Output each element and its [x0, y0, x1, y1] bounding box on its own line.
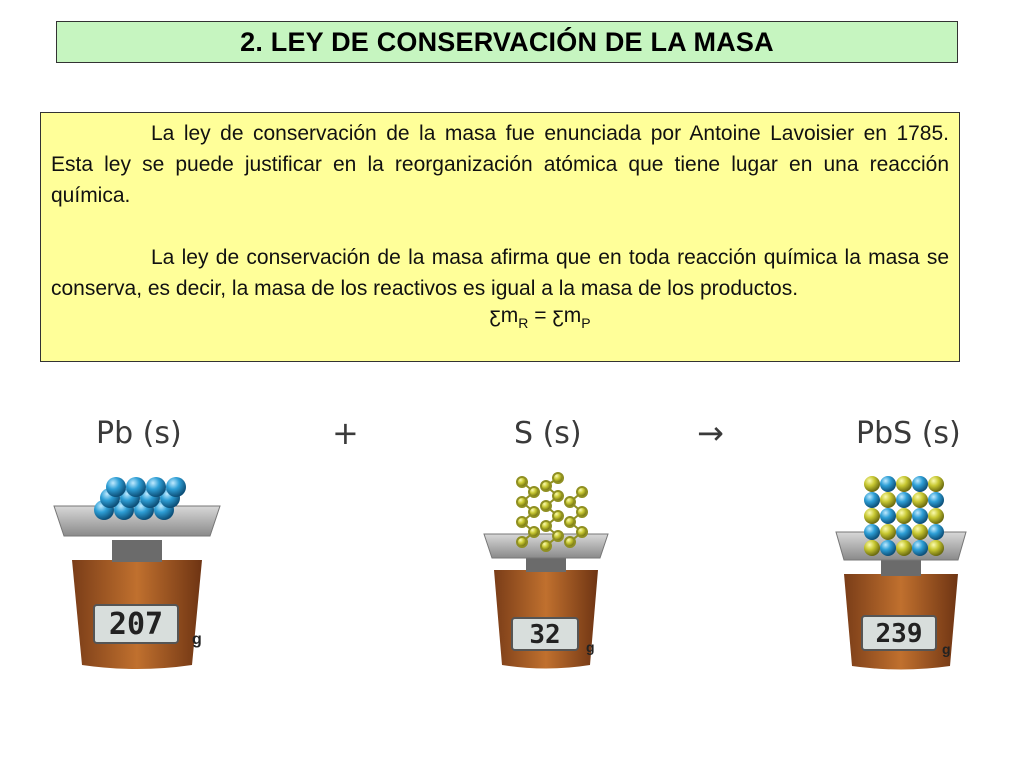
scale-s [482, 470, 610, 670]
reading-pb: 207 [108, 607, 164, 642]
scale-pb [52, 470, 222, 670]
scale-stem [112, 540, 162, 562]
reading-s: 32 [529, 620, 561, 650]
formula-rhs: ƹm [552, 304, 582, 327]
formula-lhs-sub: R [518, 315, 529, 331]
reaction-arrow: → [697, 414, 724, 452]
mass-formula [91, 304, 989, 335]
pbs-lattice [864, 476, 944, 556]
title-box [56, 21, 958, 63]
formula-rhs-sub: P [581, 315, 591, 331]
paragraph-2: La ley de conservación de la masa afirma que en toda reacción química la masa se conserva, es decir, la masa de los reactivos es igual a la masa de los productos. [51, 246, 949, 300]
label-s: S (s) [514, 416, 582, 451]
scale-stem [881, 558, 921, 576]
text-box [40, 112, 960, 362]
page-title: 2. LEY DE CONSERVACIÓN DE LA MASA [240, 26, 774, 57]
unit-s: g [586, 639, 595, 655]
lead-atoms [94, 477, 186, 520]
label-pb: Pb (s) [96, 416, 182, 451]
scale-pbs [834, 470, 968, 670]
formula-equals: = [528, 304, 553, 327]
label-pbs: PbS (s) [856, 416, 961, 451]
formula-lhs: ƹm [489, 304, 519, 327]
unit-pb: g [192, 631, 202, 648]
paragraph-1: La ley de conservación de la masa fue enunciada por Antoine Lavoisier en 1785. Esta ley se puede justificar en la reorganización atómica que tiene lugar en una reacción química. [51, 122, 949, 207]
reading-pbs: 239 [875, 619, 923, 649]
plus-sign: + [332, 414, 359, 452]
unit-pbs: g [942, 641, 951, 657]
